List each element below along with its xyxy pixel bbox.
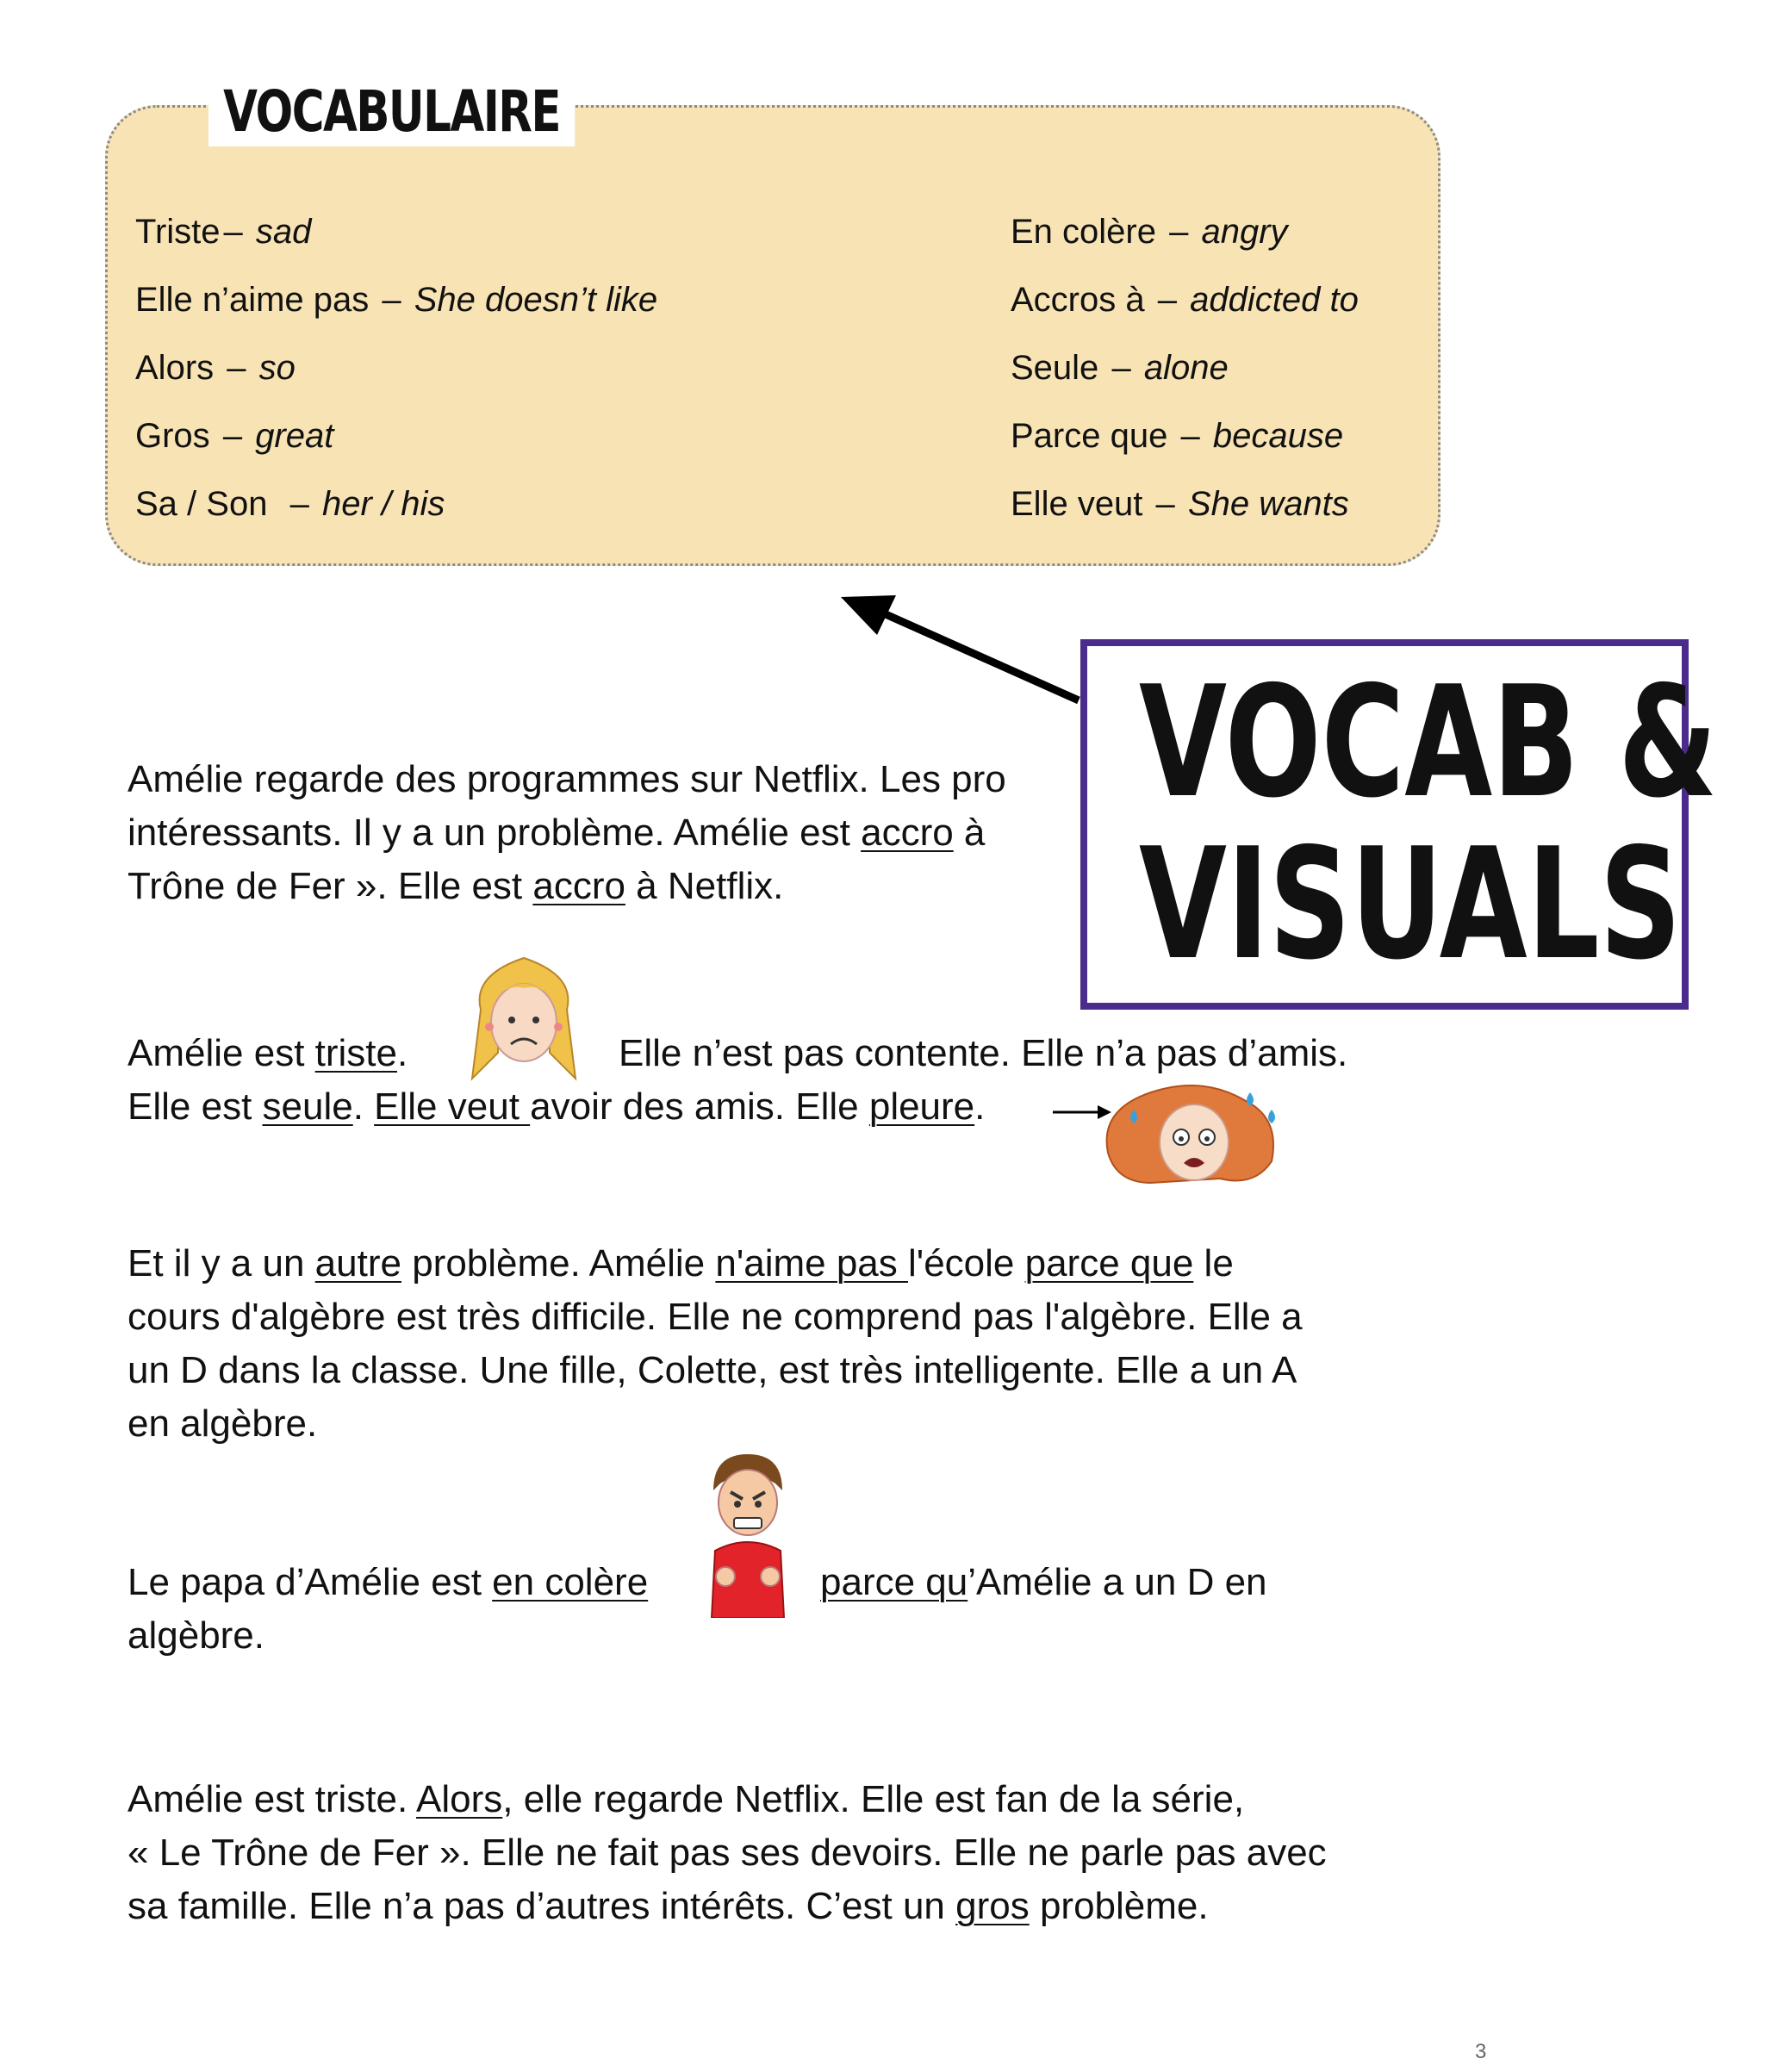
page-number: 3	[1475, 2040, 1487, 2063]
vocab-item: Accros à – addicted to	[1011, 281, 1359, 319]
callout-title: VOCAB & VISUALS	[1139, 653, 1718, 993]
vocab-item: Elle n’aime pas – She doesn’t like	[135, 281, 658, 319]
vocab-item: Parce que – because	[1011, 417, 1344, 455]
story-paragraph-1: Amélie regarde des programmes sur Netflix. Les pro intéressants. Il y a un problème. Amélie est accro à Trône de Fer ». Elle est accro à Netflix.	[128, 758, 1006, 907]
sad-girl-icon	[464, 949, 584, 1087]
vocab-item: Alors – so	[135, 349, 296, 387]
vocab-item: Sa / Son – her / his	[135, 485, 445, 523]
vocab-item: Gros – great	[135, 417, 334, 455]
vocab-item: Triste – sad	[135, 213, 312, 251]
vocab-item: Seule – alone	[1011, 349, 1229, 387]
story-paragraph-4-continued: parce qu’Amélie a un D en	[820, 1561, 1267, 1603]
vocab-column-left	[135, 198, 657, 538]
vocab-visuals-callout	[1080, 639, 1718, 1010]
story-paragraph-2: Amélie est triste. Elle est seule. Elle veut avoir des amis. Elle pleure.	[128, 1032, 986, 1128]
story-paragraph-4: Le papa d’Amélie est en colère algèbre.	[128, 1561, 649, 1657]
arrow-icon	[836, 590, 1094, 711]
story-paragraph-2-continued: Elle n’est pas contente. Elle n’a pas d’amis.	[619, 1032, 1348, 1074]
story-paragraph-3: Et il y a un autre problème. Amélie n'aime pas l'école parce que le cours d'algèbre est très difficile. Elle ne comprend pas l'algèbre. Elle a un D dans la classe. Une fille, Colette, est très intelligente. Elle a un A en algèbre.	[128, 1242, 1303, 1445]
vocab-title: VOCABULAIRE	[208, 78, 575, 146]
crying-girl-icon	[1099, 1075, 1306, 1196]
angry-boy-icon	[696, 1449, 800, 1618]
vocab-item: En colère – angry	[1011, 213, 1288, 251]
vocab-item: Elle veut – She wants	[1011, 485, 1349, 523]
vocab-column-right	[1011, 198, 1359, 538]
story-paragraph-5: Amélie est triste. Alors, elle regarde Netflix. Elle est fan de la série, « Le Trône de Fer ». Elle ne fait pas ses devoirs. Elle ne parle pas avec sa famille. Elle n’a pas d’autres intérêts. C’est un gros problème.	[128, 1778, 1327, 1927]
